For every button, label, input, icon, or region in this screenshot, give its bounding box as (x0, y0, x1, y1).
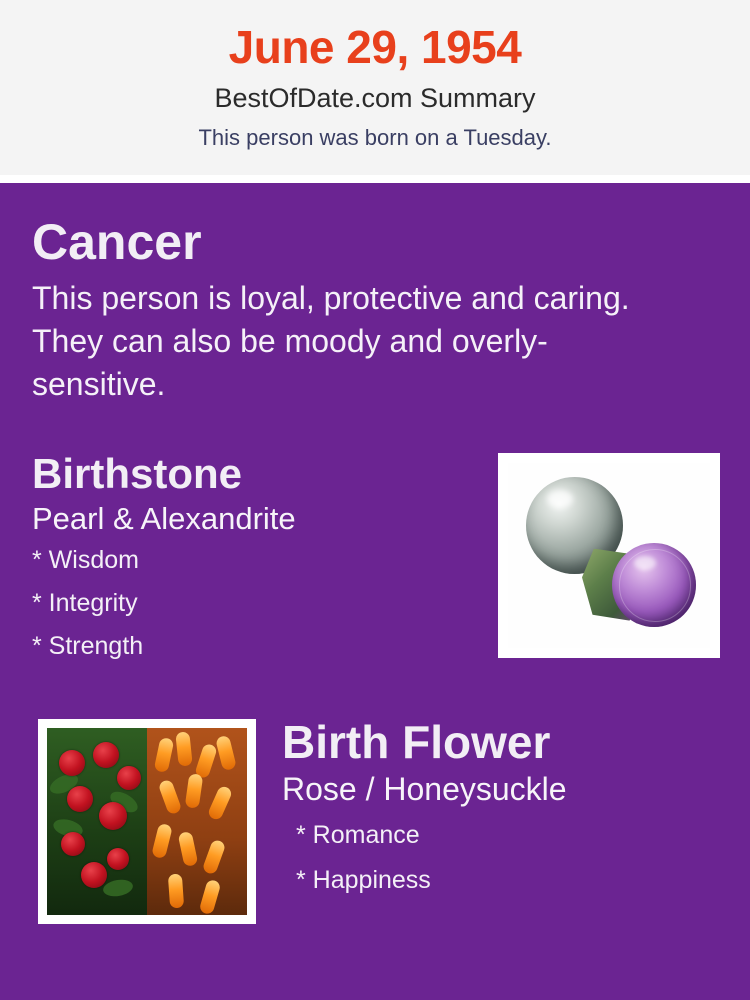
list-item: * Wisdom (32, 546, 139, 575)
birth-flower-names: Rose / Honeysuckle (282, 770, 567, 807)
honeysuckle-icon (202, 838, 227, 875)
zodiac-sign-title: Cancer (32, 214, 202, 270)
honeysuckle-icon (158, 778, 183, 815)
birthstone-heading: Birthstone (32, 449, 242, 497)
birth-flower-text (282, 715, 718, 895)
rose-icon (107, 848, 129, 870)
rose-icon (59, 750, 85, 776)
honeysuckle-icon (154, 736, 175, 772)
rose-icon (67, 786, 93, 812)
birth-flower-image-canvas (47, 728, 247, 915)
honeysuckle-icon (215, 734, 237, 770)
honeysuckle-icon (185, 773, 204, 809)
birth-weekday-note: This person was born on a Tuesday. (198, 124, 552, 150)
birth-flower-section (32, 715, 718, 939)
birth-flower-heading: Birth Flower (282, 715, 551, 768)
honeysuckle-photo-half (147, 728, 247, 915)
details-panel (0, 183, 750, 1000)
honeysuckle-icon (151, 822, 173, 858)
honeysuckle-icon (199, 878, 222, 914)
birth-flower-image (38, 719, 256, 924)
list-item: * Happiness (296, 866, 431, 895)
birthstone-image-canvas (508, 463, 710, 648)
list-item: * Integrity (32, 589, 138, 618)
rose-icon (61, 832, 85, 856)
rose-icon (99, 802, 127, 830)
rose-icon (117, 766, 141, 790)
honeysuckle-icon (175, 731, 192, 766)
header-divider (0, 175, 750, 183)
zodiac-description: This person is loyal, protective and caring. They can also be moody and overly-sensitive. (32, 280, 630, 403)
site-summary-label: BestOfDate.com Summary (214, 83, 536, 113)
rose-icon (81, 862, 107, 888)
page-title: June 29, 1954 (228, 21, 522, 73)
honeysuckle-icon (207, 784, 234, 821)
alexandrite-gem-icon (612, 543, 696, 627)
rose-icon (93, 742, 119, 768)
honeysuckle-icon (178, 830, 199, 866)
birth-flower-trait-list (296, 823, 718, 893)
list-item: * Romance (296, 821, 420, 850)
list-item: * Strength (32, 632, 144, 661)
rose-photo-half (47, 728, 147, 915)
birthstone-names: Pearl & Alexandrite (32, 500, 296, 536)
birthstone-image (498, 453, 720, 658)
honeysuckle-icon (194, 742, 218, 779)
honeysuckle-icon (168, 873, 184, 908)
leaf-icon (102, 877, 134, 898)
birthstone-section (32, 449, 718, 683)
card-header (0, 0, 750, 175)
